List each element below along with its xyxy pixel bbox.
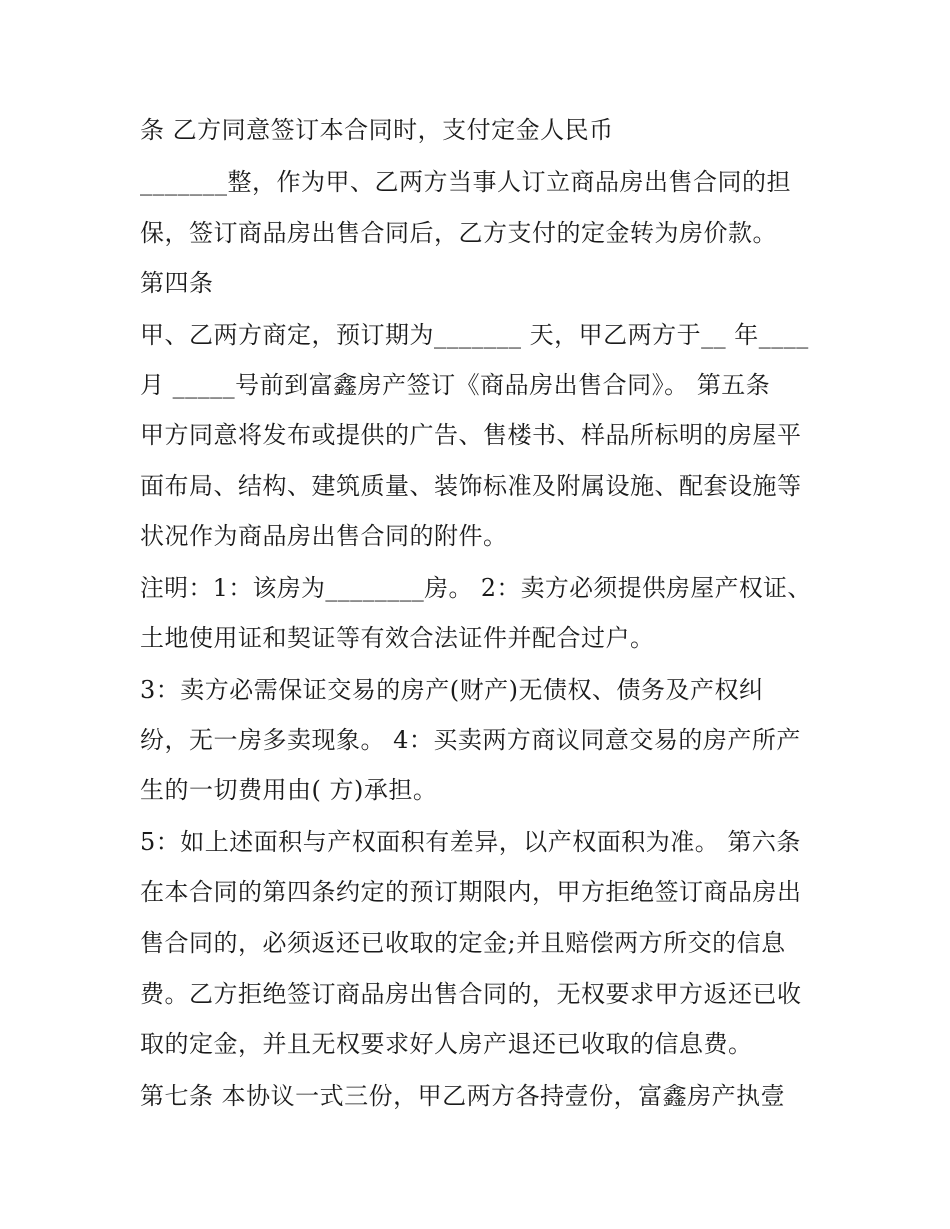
text-line: 状况作为商品房出售合同的附件。 — [140, 522, 508, 550]
text-line: 3：卖方必需保证交易的房产(财产)无债权、债务及产权纠 — [140, 676, 764, 704]
text-line: 在本合同的第四条约定的预订期限内，甲方拒绝签订商品房出 — [140, 878, 802, 906]
text-line: 取的定金，并且无权要求好人房产退还已收取的信息费。 — [140, 1030, 753, 1058]
text-line: 甲、乙两方商定，预订期为_______ 天，甲乙两方于__ 年____ — [140, 321, 809, 349]
text-line: 条 乙方同意签订本合同时，支付定金人民币 — [140, 116, 614, 144]
text-line: 售合同的，必须返还已收取的定金;并且赔偿两方所交的信息 — [140, 929, 786, 957]
text-line: 注明：1：该房为________房。 2：卖方必须提供房屋产权证、 — [140, 574, 812, 602]
text-line: _______整，作为甲、乙两方当事人订立商品房出售合同的担 — [140, 168, 791, 196]
text-line: 第四条 — [140, 269, 214, 297]
text-line: 面布局、结构、建筑质量、装饰标准及附属设施、配套设施等 — [140, 472, 802, 500]
text-line: 甲方同意将发布或提供的广告、售楼书、样品所标明的房屋平 — [140, 421, 802, 449]
text-line: 5：如上述面积与产权面积有差异，以产权面积为准。 第六条 — [140, 828, 801, 856]
text-line: 土地使用证和契证等有效合法证件并配合过户。 — [140, 624, 655, 652]
text-line: 月 _____号前到富鑫房产签订《商品房出售合同》。 第五条 — [140, 371, 771, 399]
text-line: 保，签订商品房出售合同后，乙方支付的定金转为房价款。 — [140, 219, 777, 247]
text-line: 第七条 本协议一式三份，甲乙两方各持壹份，富鑫房产执壹 — [140, 1082, 786, 1110]
text-line: 费。乙方拒绝签订商品房出售合同的，无权要求甲方返还已收 — [140, 980, 802, 1008]
text-line: 生的一切费用由( 方)承担。 — [140, 776, 438, 804]
text-line: 纷，无一房多卖现象。 4：买卖两方商议同意交易的房产所产 — [140, 726, 801, 754]
